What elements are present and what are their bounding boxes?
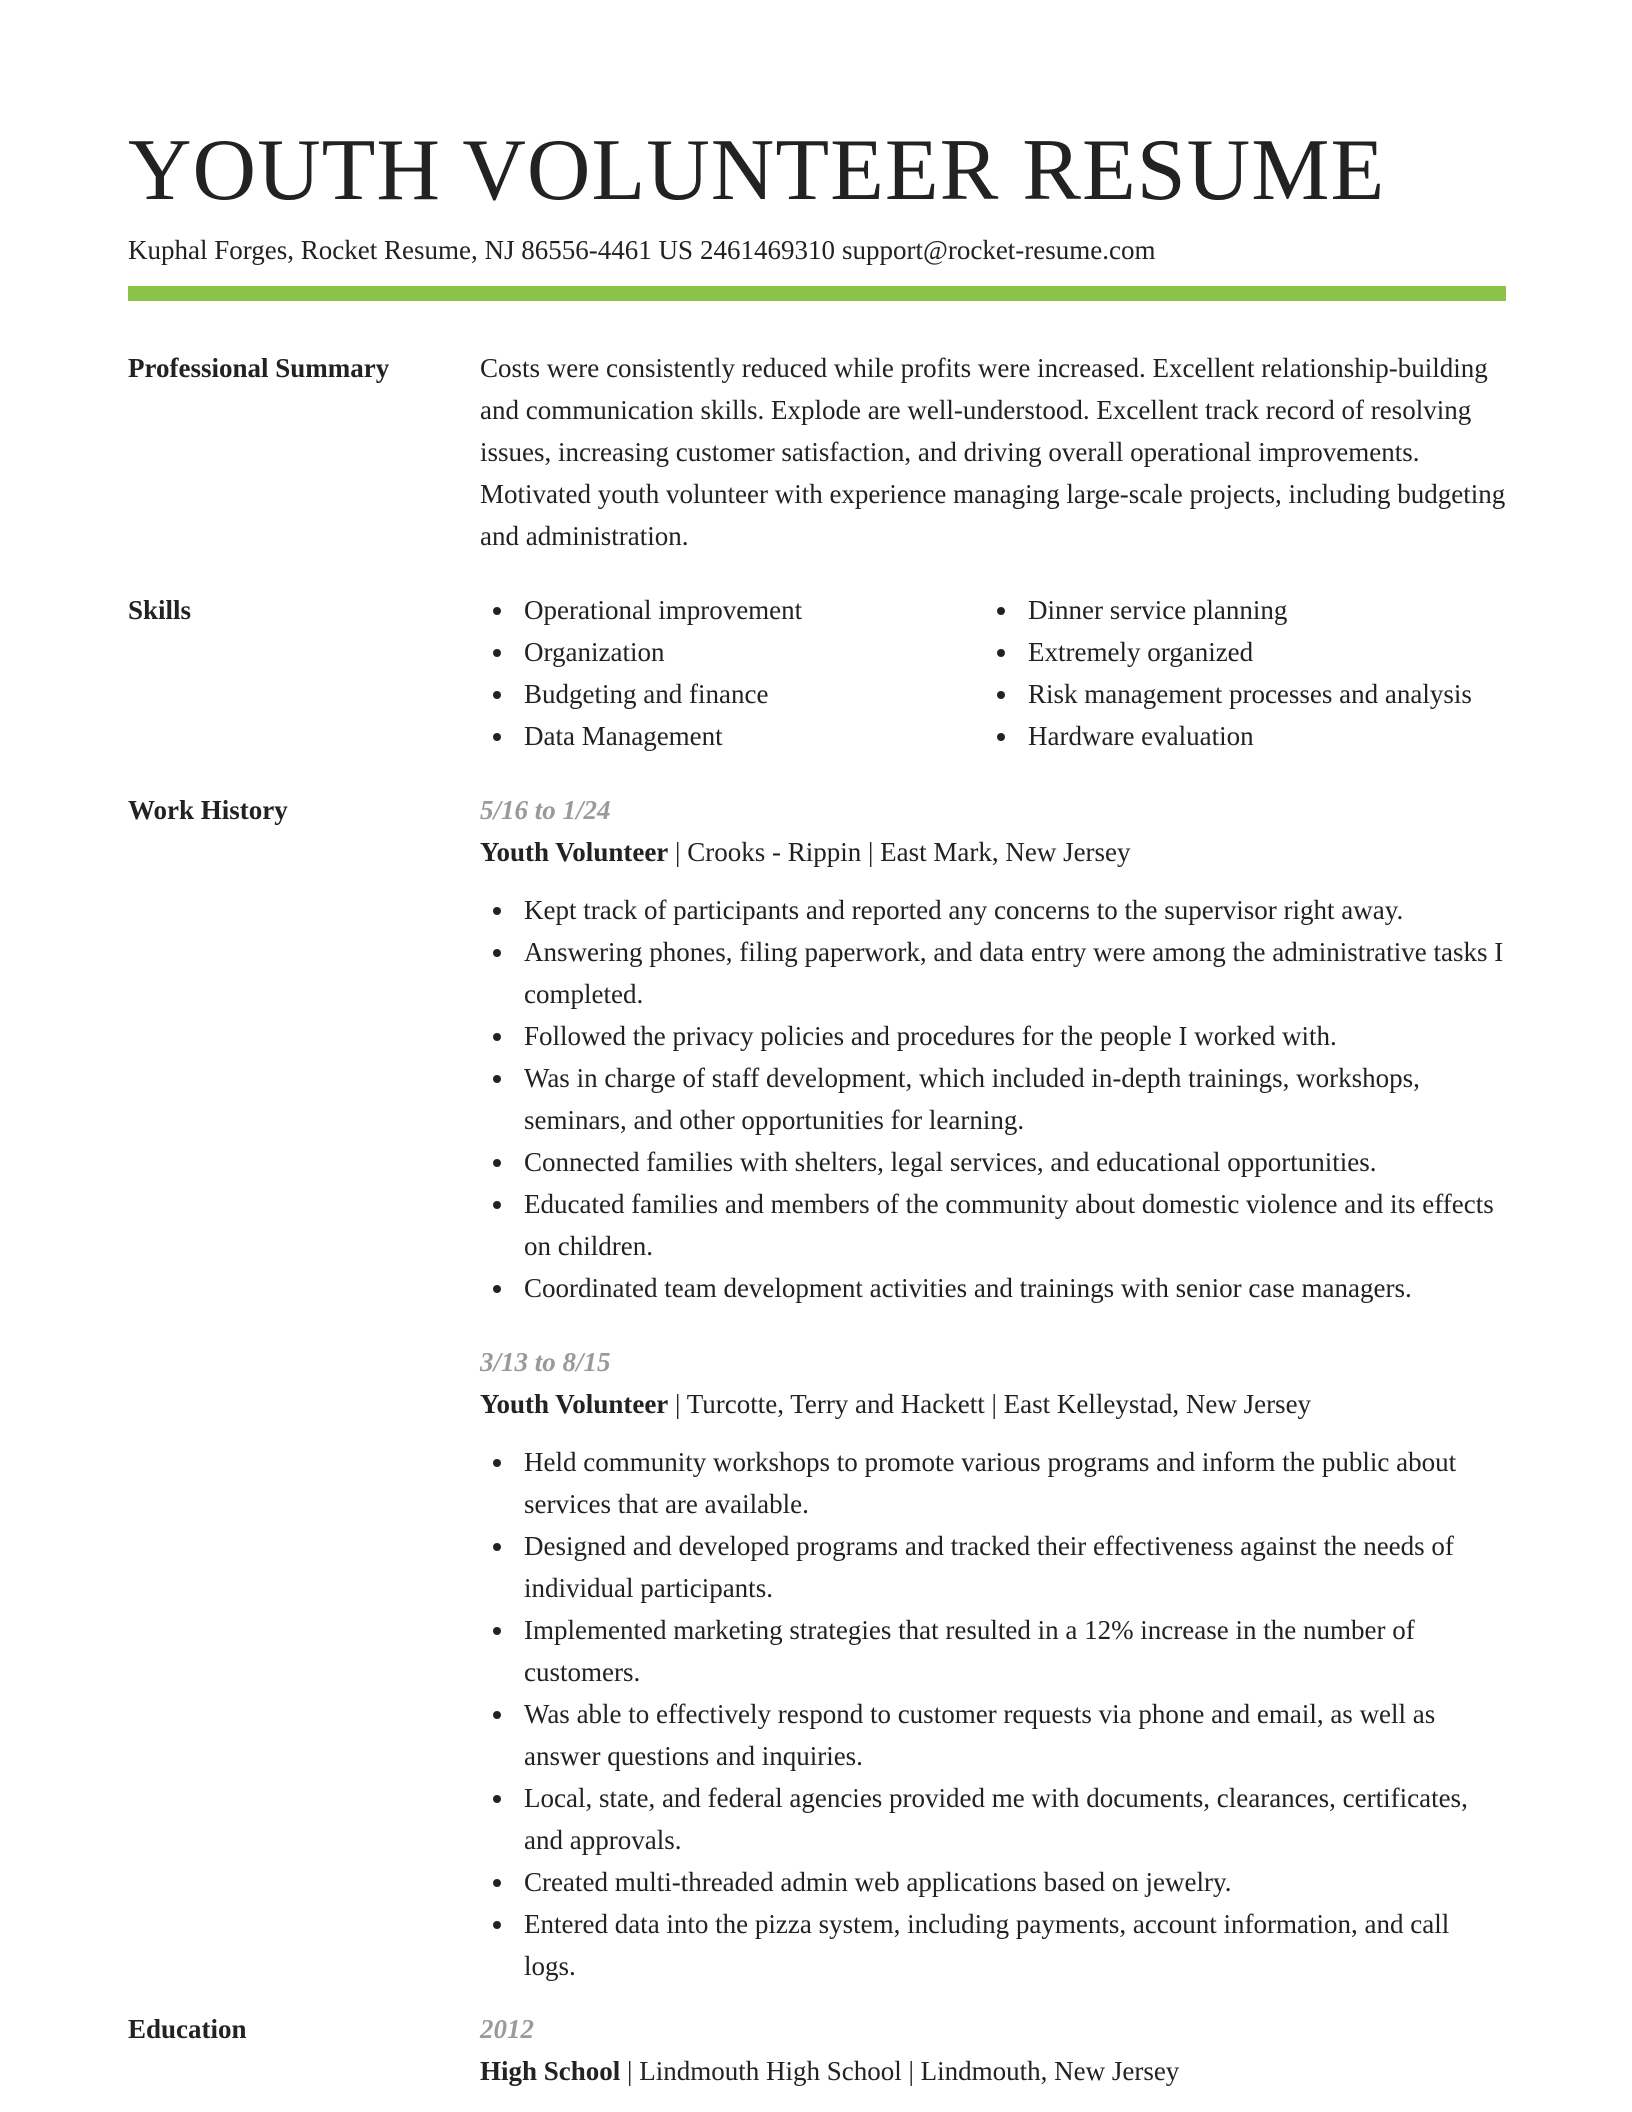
job-bullets [480,889,1506,1309]
skills-heading: Skills [128,595,192,625]
contact-email: support@rocket-resume.com [841,235,1156,265]
skill-item: Budgeting and finance [480,673,984,715]
resume-title: YOUTH VOLUNTEER RESUME [128,122,1386,219]
job-dates: 5/16 to 1/24 [480,795,611,825]
summary-heading: Professional Summary [128,353,390,383]
education-heading: Education [128,2014,247,2044]
job-dates: 3/13 to 8/15 [480,1347,611,1377]
job-bullet: Created multi-threaded admin web applications based on jewelry. [480,1861,1506,1903]
job-title: Youth Volunteer [480,1389,669,1419]
skill-item: Data Management [480,715,984,757]
job-bullet: Followed the privacy policies and procedures for the people I worked with. [480,1015,1506,1057]
education-degree: High School [480,2056,621,2086]
job-bullet: Was able to effectively respond to customer requests via phone and email, as well as answer questions and inquiries. [480,1693,1506,1777]
job-entry [480,1341,1506,1987]
skill-item: Risk management processes and analysis [984,673,1472,715]
work-history-body [480,789,1506,1987]
contact-address: Kuphal Forges, Rocket Resume, NJ 86556-4461 US [128,235,693,265]
skill-item: Organization [480,631,984,673]
skills-grid [480,589,1506,757]
skill-item: Extremely organized [984,631,1472,673]
job-bullet: Answering phones, filing paperwork, and data entry were among the administrative tasks I completed. [480,931,1506,1015]
job-title: Youth Volunteer [480,837,669,867]
job-entry [480,789,1506,1309]
job-bullet: Designed and developed programs and tracked their effectiveness against the needs of individual participants. [480,1525,1506,1609]
job-employer-location: | Crooks - Rippin | East Mark, New Jersey [668,837,1131,867]
job-bullet: Local, state, and federal agencies provided me with documents, clearances, certificates, and approvals. [480,1777,1506,1861]
job-bullet: Entered data into the pizza system, including payments, account information, and call logs. [480,1903,1506,1987]
job-bullet: Was in charge of staff development, which included in-depth trainings, workshops, seminars, and other opportunities for learning. [480,1057,1506,1141]
summary-text: Costs were consistently reduced while profits were increased. Excellent relationship-building and communication skills. Explode are well-understood. Excellent track record of resolving issues, increasing customer satisfaction, and driving overall operational improvements. Motivated youth volunteer with experience managing large-scale projects, including budgeting and administration. [480,353,1506,551]
contact-line [128,232,1156,268]
education-line [480,2050,1506,2092]
job-role-line [480,831,1506,873]
work-history-heading: Work History [128,795,288,825]
skills-column-left [480,589,984,757]
job-bullet: Implemented marketing strategies that resulted in a 12% increase in the number of customers. [480,1609,1506,1693]
job-bullet: Kept track of participants and reported any concerns to the supervisor right away. [480,889,1506,931]
skill-item: Operational improvement [480,589,984,631]
job-employer-location: | Turcotte, Terry and Hackett | East Kelleystad, New Jersey [668,1389,1312,1419]
job-bullet: Educated families and members of the community about domestic violence and its effects on children. [480,1183,1506,1267]
skills-column-right [984,589,1472,757]
header-divider [128,286,1506,301]
contact-phone: 2461469310 [699,235,835,265]
skill-item: Dinner service planning [984,589,1472,631]
job-bullet: Coordinated team development activities and trainings with senior case managers. [480,1267,1506,1309]
job-bullets [480,1441,1506,1987]
education-year: 2012 [480,2014,534,2044]
education-body [480,2008,1506,2092]
job-bullet: Connected families with shelters, legal services, and educational opportunities. [480,1141,1506,1183]
summary-body [480,347,1506,557]
job-role-line [480,1383,1506,1425]
job-bullet: Held community workshops to promote various programs and inform the public about services that are available. [480,1441,1506,1525]
education-school-location: | Lindmouth High School | Lindmouth, New Jersey [620,2056,1180,2086]
skill-item: Hardware evaluation [984,715,1472,757]
